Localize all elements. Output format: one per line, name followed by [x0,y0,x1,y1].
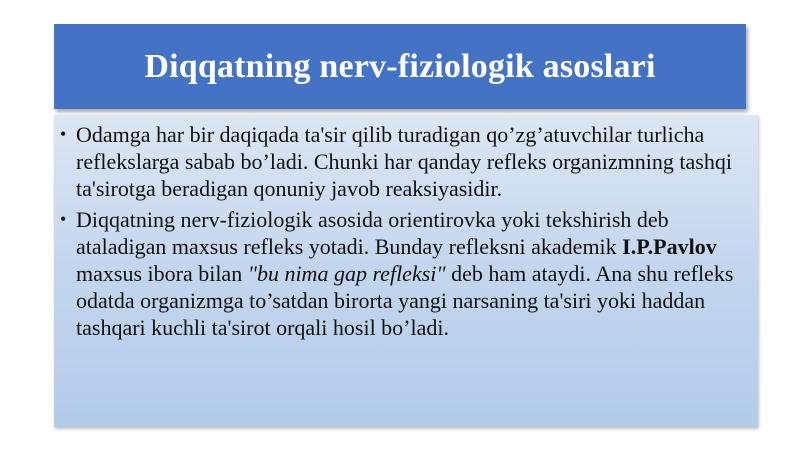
bullet-dot: • [60,209,67,229]
bullet-dot: • [60,124,67,144]
bullet-text-italic-quote: "bu nima gap refleksi" [247,261,446,286]
bullet-item-2 [54,206,748,341]
bullet-text-part1: Diqqatning nerv-fiziologik asosida orientirovka yoki tekshirish deb ataladigan maxsus refleks yotadi. Bunday refleksni akademik [76,207,669,259]
title-banner [54,24,746,109]
bullet-item-1 [54,121,748,202]
content-box [54,115,758,427]
bullet-text-part2: maxsus ibora bilan [76,261,248,286]
bullet-text: Odamga har bir daqiqada ta'sir qilib turadigan qo’zg’atuvchilar turlicha reflekslarga sabab bo’ladi. Chunki har qanday refleks organizmning tashqi ta'sirotga beradigan qonuniy javob reaksiyasidir. [76,122,732,201]
bullet-text-part3: deb ham ataydi. Ana shu refleks odatda organizmga to’satdan birorta yangi narsaning ta'siri yoki haddan tashqari kuchli ta'sirot orqali hosil bo’ladi. [76,261,734,340]
slide-title: Diqqatning nerv-fiziologik asoslari [144,47,656,85]
bullet-text-bold-name: I.P.Pavlov [622,234,717,259]
